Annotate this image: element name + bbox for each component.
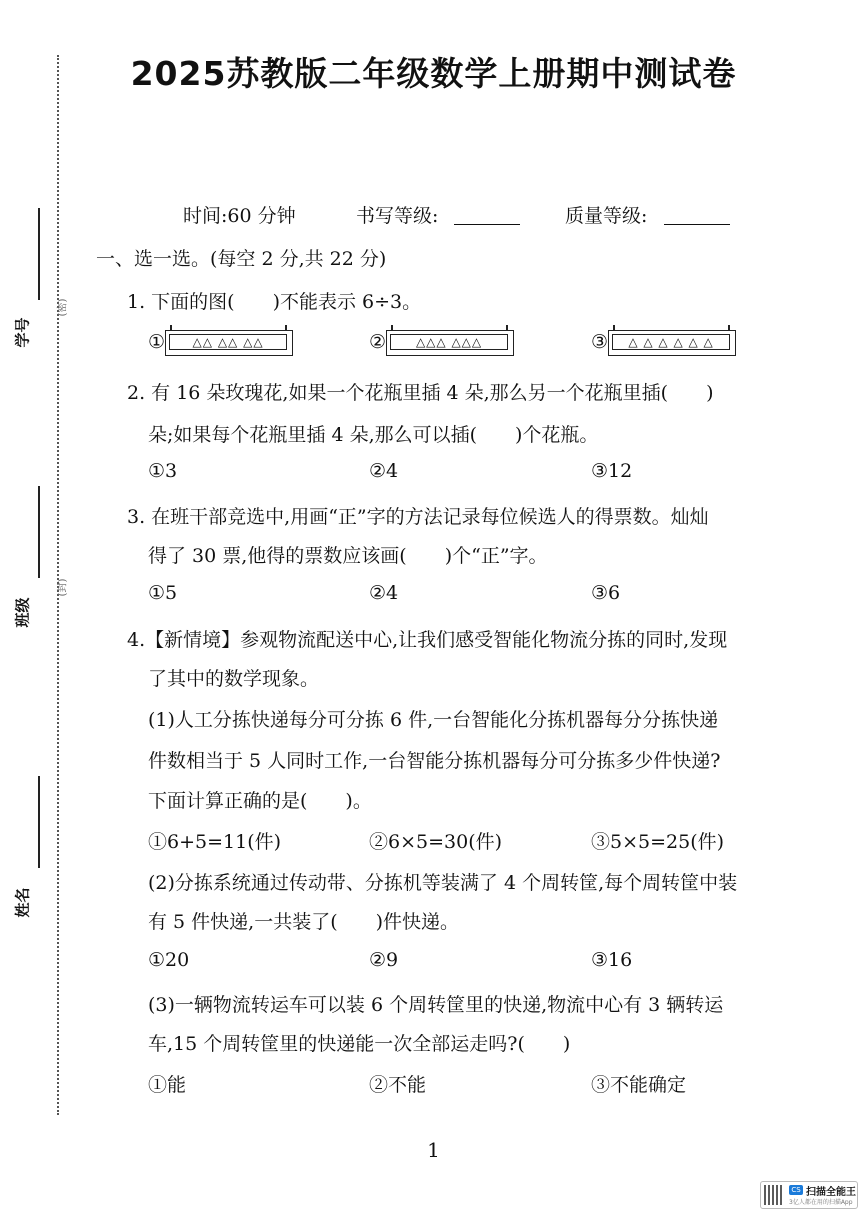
- q4-part3-line-1: (3)一辆物流转运车可以装 6 个周转筐里的快递,物流中心有 3 辆转运: [148, 994, 724, 1016]
- q2-line-2: 朵;如果每个花瓶里插 4 朵,那么可以插( )个花瓶。: [148, 424, 599, 446]
- option-mark: ②: [369, 331, 387, 353]
- quality-grade-blank: [664, 224, 730, 225]
- qr-code-icon: [764, 1185, 784, 1205]
- q4-part1-option-3: ③5×5=25(件): [591, 831, 725, 853]
- name-label: 姓名: [13, 887, 32, 918]
- q3-option-2: ②4: [369, 582, 399, 604]
- triangle-group: △△ △△ △△: [169, 334, 287, 350]
- class-blank: [38, 486, 40, 578]
- q1-stem: 1. 下面的图( )不能表示 6÷3。: [127, 291, 422, 313]
- q4-part2-option-3: ③16: [591, 949, 633, 971]
- q4-part2-line-2: 有 5 件快递,一共装了( )件快递。: [148, 911, 460, 933]
- student-no-label: 学号: [13, 317, 32, 348]
- q1-option-1: [148, 330, 293, 356]
- page-number: 1: [427, 1138, 440, 1162]
- seal-mark-2: (封): [57, 578, 69, 597]
- option-mark: ③: [591, 331, 609, 353]
- scanner-watermark: [760, 1181, 858, 1209]
- q4-part2-line-1: (2)分拣系统通过传动带、分拣机等装满了 4 个周转筐,每个周转筐中装: [148, 872, 738, 894]
- triangle-tray-figure: [608, 330, 736, 356]
- q1-option-2: [369, 330, 514, 356]
- q4-part2-option-2: ②9: [369, 949, 399, 971]
- q4-part2-option-1: ①20: [148, 949, 190, 971]
- triangle-group: △△△ △△△: [390, 334, 508, 350]
- q4-part3-option-3: ③不能确定: [591, 1074, 687, 1096]
- student-no-blank: [38, 208, 40, 300]
- section-heading: 一、选一选。(每空 2 分,共 22 分): [96, 248, 387, 270]
- q4-part1-line-1: (1)人工分拣快递每分可分拣 6 件,一台智能化分拣机器每分分拣快递: [148, 709, 719, 731]
- writing-grade-blank: [454, 224, 520, 225]
- time-info: 时间:60 分钟: [183, 205, 296, 227]
- q2-line-1: 2. 有 16 朵玫瑰花,如果一个花瓶里插 4 朵,那么另一个花瓶里插( ): [127, 382, 714, 404]
- q4-part1-line-3: 下面计算正确的是( )。: [148, 790, 372, 812]
- q4-line-2: 了其中的数学现象。: [148, 668, 320, 690]
- q2-option-2: ②4: [369, 460, 399, 482]
- scanner-tagline: 3亿人都在用的扫描App: [789, 1199, 853, 1206]
- q4-part1-option-1: ①6+5=11(件): [148, 831, 282, 853]
- seal-mark: (密): [57, 298, 69, 317]
- q2-option-3: ③12: [591, 460, 633, 482]
- triangle-group: △ △ △ △ △ △: [612, 334, 730, 350]
- q3-line-1: 3. 在班干部竞选中,用画“正”字的方法记录每位候选人的得票数。灿灿: [127, 506, 709, 528]
- q4-part3-line-2: 车,15 个周转筐里的快递能一次全部运走吗?( ): [148, 1033, 571, 1055]
- page-title: 2025苏教版二年级数学上册期中测试卷: [130, 54, 737, 93]
- class-label: 班级: [13, 597, 32, 628]
- q4-part3-option-1: ①能: [148, 1074, 187, 1096]
- quality-grade-label: 质量等级:: [565, 205, 648, 227]
- triangle-tray-figure: [165, 330, 293, 356]
- name-blank: [38, 776, 40, 868]
- q1-option-3: [591, 330, 736, 356]
- q4-part1-line-2: 件数相当于 5 人同时工作,一台智能分拣机器每分可分拣多少件快递?: [148, 750, 721, 772]
- option-mark: ①: [148, 331, 166, 353]
- scanner-brand: 扫描全能王: [806, 1187, 856, 1198]
- q4-line-1: 4.【新情境】参观物流配送中心,让我们感受智能化物流分拣的同时,发现: [127, 629, 728, 651]
- writing-grade-label: 书写等级:: [356, 205, 439, 227]
- triangle-tray-figure: [386, 330, 514, 356]
- q2-option-1: ①3: [148, 460, 178, 482]
- q3-line-2: 得了 30 票,他得的票数应该画( )个“正”字。: [148, 545, 548, 567]
- scanner-logo: CS: [789, 1185, 803, 1195]
- q3-option-1: ①5: [148, 582, 178, 604]
- q4-part3-option-2: ②不能: [369, 1074, 427, 1096]
- q3-option-3: ③6: [591, 582, 621, 604]
- q4-part1-option-2: ②6×5=30(件): [369, 831, 503, 853]
